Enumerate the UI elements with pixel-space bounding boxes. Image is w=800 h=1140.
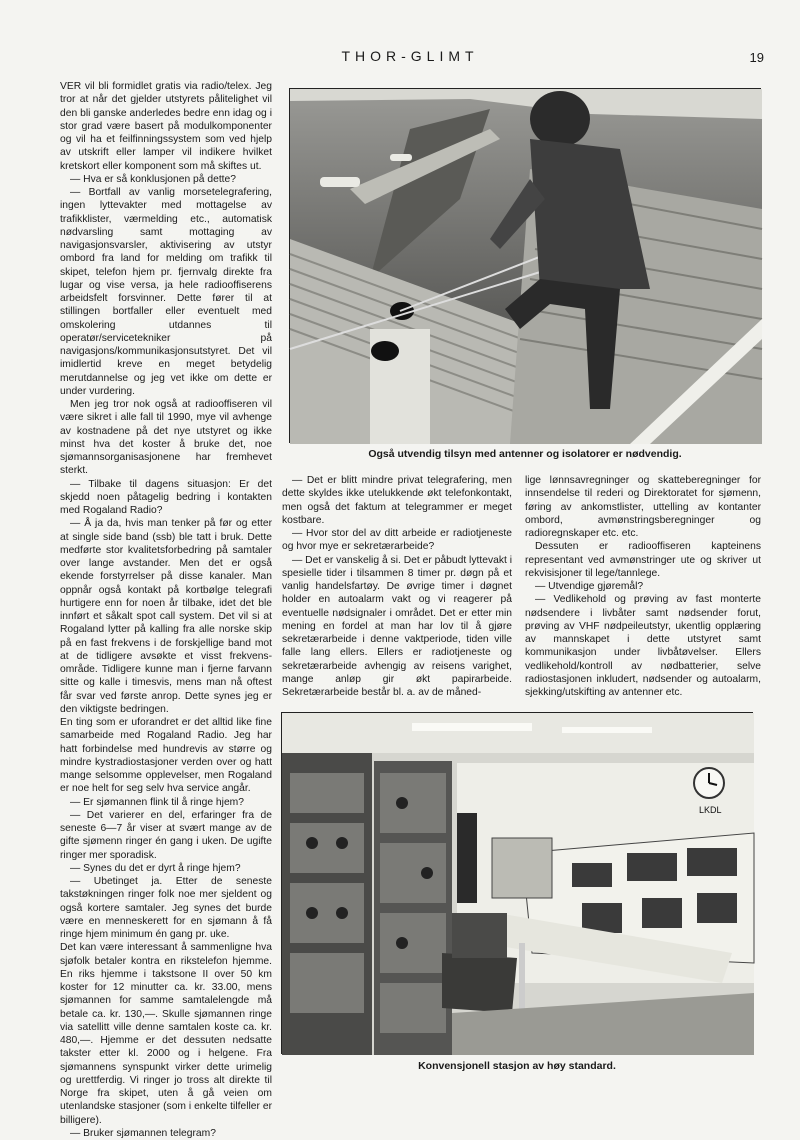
paragraph: — Det er blitt mindre privat telegrafering, men dette skyldes ikke utelukkende økt telefonkontakt, men også det faktum at telegrammer er meget kostbare. — [282, 475, 512, 526]
paragraph: — Det varierer en del, erfaringer fra de seneste 6—7 år viser at svært mange av de gifte sjømenn ringer én gang i uken. De ugifte ringer mer sporadisk. — [60, 809, 272, 861]
paragraph: VER vil bli formidlet gratis via radio/telex. Jeg tror at når det gjelder utstyrets pålitelighet vil den bli ganske anderledes bedre enn idag og i stor grad være basert på modulkomponenter og vil ha et feilfinningssystem som ved hjelp av utskrift eller lamper vil indikere hvilket kretskort eller komponent som må skiftes ut. — [60, 81, 272, 172]
paragraph: — Tilbake til dagens situasjon: Er det skjedd noen påtagelig bedring i kontakten med Rogaland Radio? — [60, 478, 272, 516]
paragraph: lige lønnsavregninger og skatteberegninger for innsendelse til rederi og Direktoratet for sjømenn, føring av ankomstlister, uttelling av kontanter ombord, avmønstringsberegninger og radioregnskaper etc. etc. — [525, 475, 761, 539]
paragraph: — Bruker sjømannen telegram? — [70, 1127, 216, 1139]
paragraph: Det kan være interessant å sammenligne hva sjøfolk betaler kontra en rikstelefon hjemme. En riks hjemme i takstsone II over 50 km koster for 12 minutter ca. kr. 33.00, mens sjømannen for samme samtalelengde må betale ca. kr. 130,—. Skulle sjømannen ringe via satellitt ville denne samtalen koste ca. kr. 480,—. Hjemme er det dessuten nedsatte takster etter kl. 2000 og i helgene. Fra sjømannens synspunkt virker dette urimelig og urettferdig. Vi ringer jo tross alt direkte til Norge fra skipet, uten å gå veien om utenlandske stasjoner (som i enkelte tilfeller er billigere). — [60, 942, 272, 1126]
page-number: 19 — [749, 50, 764, 65]
photo-caption-antenna: Også utvendig tilsyn med antenner og isolatorer er nødvendig. — [368, 448, 682, 460]
paragraph: Men jeg tror nok også at radiooffiseren vil være sikret i alle fall til 1990, mye vil avhenge av kostnadene på det nye utstyret og ikke minst hva det koster å bruke det, noe sjømannsorganisasjonene har fremhevet sterkt. — [60, 399, 272, 477]
photo-antenna-inspection — [289, 88, 761, 443]
photo-radio-station — [281, 712, 753, 1054]
clock-label: LKDL — [699, 805, 722, 815]
paragraph: — Bortfall av vanlig morsetelegrafering, ingen lyttevakter med mottagelse av trafikklister, værmelding etc., automatisk nødvarsling samt mottaging av navigasjonsvarsler, aktivisering av utstyr ombord fra land for melding om trafikk til skipet, telefon hjem pr. fjernvalg direkte fra lugar og vise versa, ja hele radiooffiserens arbeidsfelt forsvinner. Dette fører til at stillingen bortfaller eller eventuelt med omskolering utdannes til operatør/servicetekniker på navigasjons/kommunikasjonsutstyret. Det vil imidlertid kreve en meget betydelig merutdannelse og jeg vet ikke om dette er under vurdering. — [60, 187, 272, 397]
article-column-2 — [282, 474, 512, 699]
paragraph: — Ubetinget ja. Etter de seneste takstøkningen ringer folk noe mer sjeldent og også kortere samtaler. Jeg synes det burde være en menneskerett for en sjømann å få ringe hjem minimum én gang pr. uke. — [60, 876, 272, 940]
photo-caption-station: Konvensjonell stasjon av høy standard. — [418, 1060, 616, 1072]
running-header-title: THOR-GLIMT — [341, 48, 479, 64]
paragraph: Dessuten er radiooffiseren kapteinens representant ved avmønstringer ute og skriver ut rekvisisjoner til lege/tannlege. — [525, 541, 761, 579]
paragraph: — Vedlikehold og prøving av fast monterte nødsendere i livbåter samt nødsender forut, prøving av VHF nødpeileutstyr, ukentlig opplæring av mannskapet i dette utstyret samt kommunikasjon under livbåtøvelser. Ellers vedlikehold/kontroll av nødbatterier, selve radiostasjonen inkludert, nødsender og autoalarm, sjekking/utskifting av antenner etc. — [525, 594, 761, 698]
paragraph: — Utvendige gjøremål? — [535, 581, 644, 592]
paragraph: — Er sjømannen flink til å ringe hjem? — [70, 796, 244, 808]
paragraph: — Synes du det er dyrt å ringe hjem? — [70, 862, 241, 874]
paragraph: En ting som er uforandret er det alltid like fine samarbeide med Rogaland Radio. Jeg har hatt forbindelse med hundrevis av større og mindre kystradiostasjoner verden over og hatt mange selsomme opplevelser, men Rogaland er noe helt for seg selv hva service angår. — [60, 717, 272, 795]
paragraph: — Det er vanskelig å si. Det er påbudt lyttevakt i spesielle tider i tilsammen 8 timer pr. døgn på et vanlig handelsfartøy. De øvrige timer i døgnet holder en autoalarm vakt og vi reagerer på eventuelle nødsignaler i området. Det er etter min mening en fordel at man har lov til å gjøre sekretærarbeide i denne vaktperiode, tiden ville falle lang ellers. Ellers er radiotjeneste og sekretærarbeide avhengig av reisens varighet, mange anløp gir økt papirarbeide. Sekretærarbeide består bl. a. av de måned- — [282, 554, 512, 698]
article-column-1 — [60, 80, 272, 1140]
article-column-3 — [525, 474, 761, 699]
paragraph: — Hvor stor del av ditt arbeide er radiotjeneste og hvor mye er sekretærarbeide? — [282, 528, 512, 553]
paragraph: — Hva er så konklusjonen på dette? — [70, 173, 236, 185]
paragraph: — Å ja da, hvis man tenker på før og etter at single side band (ssb) ble tatt i bruk. Dette medførte stor kvalitetsforbedring på samtaler over lange avstander. Men det er også ekende forstyrrelser på disse kanaler. Man oppnår også kontakt på kortbølge telegrafi hurtigere enn for noen år tilbake, idet det ble innført et såkalt spot call system. Det vil si at Rogaland lytter på kalling fra alle norske skip på en fast frekvens i de forskjellige band mot at de tidligere avsøkte et visst frekvens-område. Tidligere kunne man i fjerne farvann sitte og kalle i timesvis, mens man nå oftest får svar ved første anrop. Dette synes jeg er den viktigste bedringen. — [60, 518, 272, 715]
